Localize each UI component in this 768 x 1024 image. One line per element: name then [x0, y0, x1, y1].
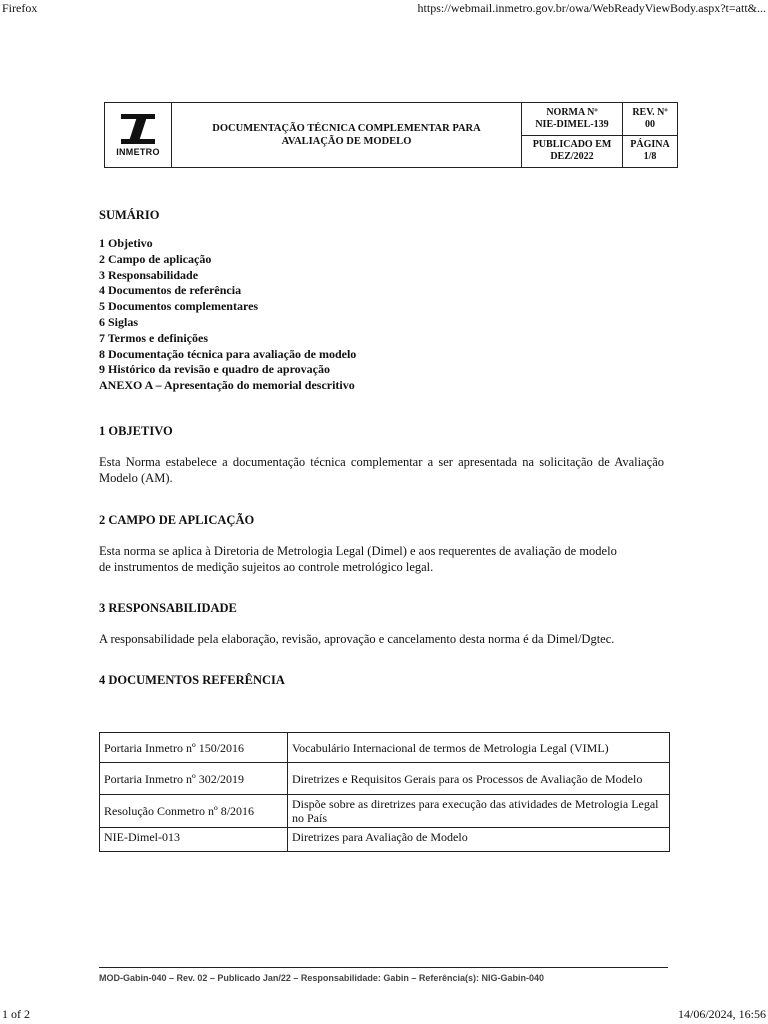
title-line-1: DOCUMENTAÇÃO TÉCNICA COMPLEMENTAR PARA: [212, 123, 481, 134]
campo-line-1: Esta norma se aplica à Diretoria de Metrologia Legal (Dimel) e aos requerentes de avaliação de modelo: [99, 543, 617, 558]
norma-cell: [522, 103, 622, 136]
summary-item: 8 Documentação técnica para avaliação de modelo: [99, 346, 357, 361]
summary-item: 1 Objetivo: [99, 236, 153, 250]
inmetro-logo-icon: [121, 114, 155, 144]
section-text-responsabilidade: A responsabilidade pela elaboração, revisão, aprovação e cancelamento desta norma é da Dimel/Dgtec.: [99, 631, 615, 646]
table-cell-desc: Diretrizes para Avaliação de Modelo: [288, 828, 670, 852]
publicado-label: PUBLICADO EM: [532, 139, 612, 151]
page-count: 1 of 2: [2, 1007, 30, 1021]
pagina-label: PÁGINA: [630, 139, 670, 151]
section-heading-campo: 2 CAMPO DE APLICAÇÃO: [99, 512, 255, 527]
summary-item: 2 Campo de aplicação: [99, 251, 212, 266]
rev-label: REV. Nº: [632, 106, 668, 118]
logo-text: INMETRO: [116, 146, 160, 157]
page-footer-divider: [99, 967, 668, 968]
table-cell-desc: Vocabulário Internacional de termos de Metrologia Legal (VIML): [288, 733, 670, 763]
page-footer-text: MOD-Gabin-040 – Rev. 02 – Publicado Jan/22 – Responsabilidade: Gabin – Referência(s): NIG-Gabin-040: [99, 973, 544, 983]
section-text-objetivo: Esta Norma estabelece a documentação técnica complementar a ser apresentada na solicitação de Avaliação Modelo (AM).: [99, 454, 664, 485]
table-cell-desc: Dispõe sobre as diretrizes para execução das atividades de Metrologia Legal no País: [288, 795, 670, 828]
pagina-value: 1/8: [643, 151, 657, 163]
browser-name: Firefox: [2, 1, 38, 15]
table-row: [100, 828, 670, 852]
table-row: [100, 763, 670, 795]
summary-item: 9 Histórico da revisão e quadro de aprovação: [99, 362, 330, 377]
title-line-2: AVALIAÇÃO DE MODELO: [281, 136, 412, 147]
reference-documents-table: [99, 732, 670, 852]
revision-cell: [623, 103, 677, 136]
table-cell-doc: Portaria Inmetro nº 150/2016: [100, 733, 288, 763]
table-cell-doc: NIE-Dimel-013: [100, 828, 288, 852]
document-header-table: [104, 102, 678, 168]
publicado-cell: [522, 136, 622, 168]
pagina-cell: [623, 136, 677, 168]
table-row: [100, 733, 670, 763]
document-title: [172, 103, 522, 167]
summary-item: 3 Responsabilidade: [99, 267, 199, 282]
summary-item: 5 Documentos complementares: [99, 299, 259, 314]
summary-list: [99, 236, 664, 394]
summary-item: ANEXO A – Apresentação do memorial descritivo: [99, 378, 355, 393]
norma-label: NORMA Nº: [546, 106, 598, 118]
table-cell-doc: Portaria Inmetro nº 302/2019: [100, 763, 288, 795]
table-cell-desc: Diretrizes e Requisitos Gerais para os Processos de Avaliação de Modelo: [288, 763, 670, 795]
norma-value: NIE-DIMEL-139: [535, 118, 609, 130]
publicado-value: DEZ/2022: [550, 151, 594, 163]
document-body: [99, 200, 664, 688]
print-header: [0, 0, 768, 16]
inmetro-logo: [105, 103, 172, 167]
rev-value: 00: [644, 118, 655, 130]
print-datetime: 14/06/2024, 16:56: [677, 1007, 766, 1021]
section-heading-referencias: 4 DOCUMENTOS REFERÊNCIA: [99, 672, 285, 687]
summary-item: 7 Termos e definições: [99, 330, 208, 345]
table-cell-doc: Resolução Conmetro nº 8/2016: [100, 795, 288, 828]
section-heading-objetivo: 1 OBJETIVO: [99, 423, 173, 438]
summary-item: 6 Siglas: [99, 314, 139, 329]
summary-item: 4 Documentos de referência: [99, 283, 242, 298]
page-url[interactable]: https://webmail.inmetro.gov.br/owa/WebReadyViewBody.aspx?t=att&...: [417, 1, 766, 15]
section-text-campo: [99, 543, 664, 575]
section-heading-responsabilidade: 3 RESPONSABILIDADE: [99, 600, 237, 615]
campo-line-2: de instrumentos de medição sujeitos ao controle metrológico legal.: [99, 559, 434, 574]
print-footer: [0, 1006, 768, 1024]
summary-heading: SUMÁRIO: [99, 208, 160, 222]
table-row: [100, 795, 670, 828]
